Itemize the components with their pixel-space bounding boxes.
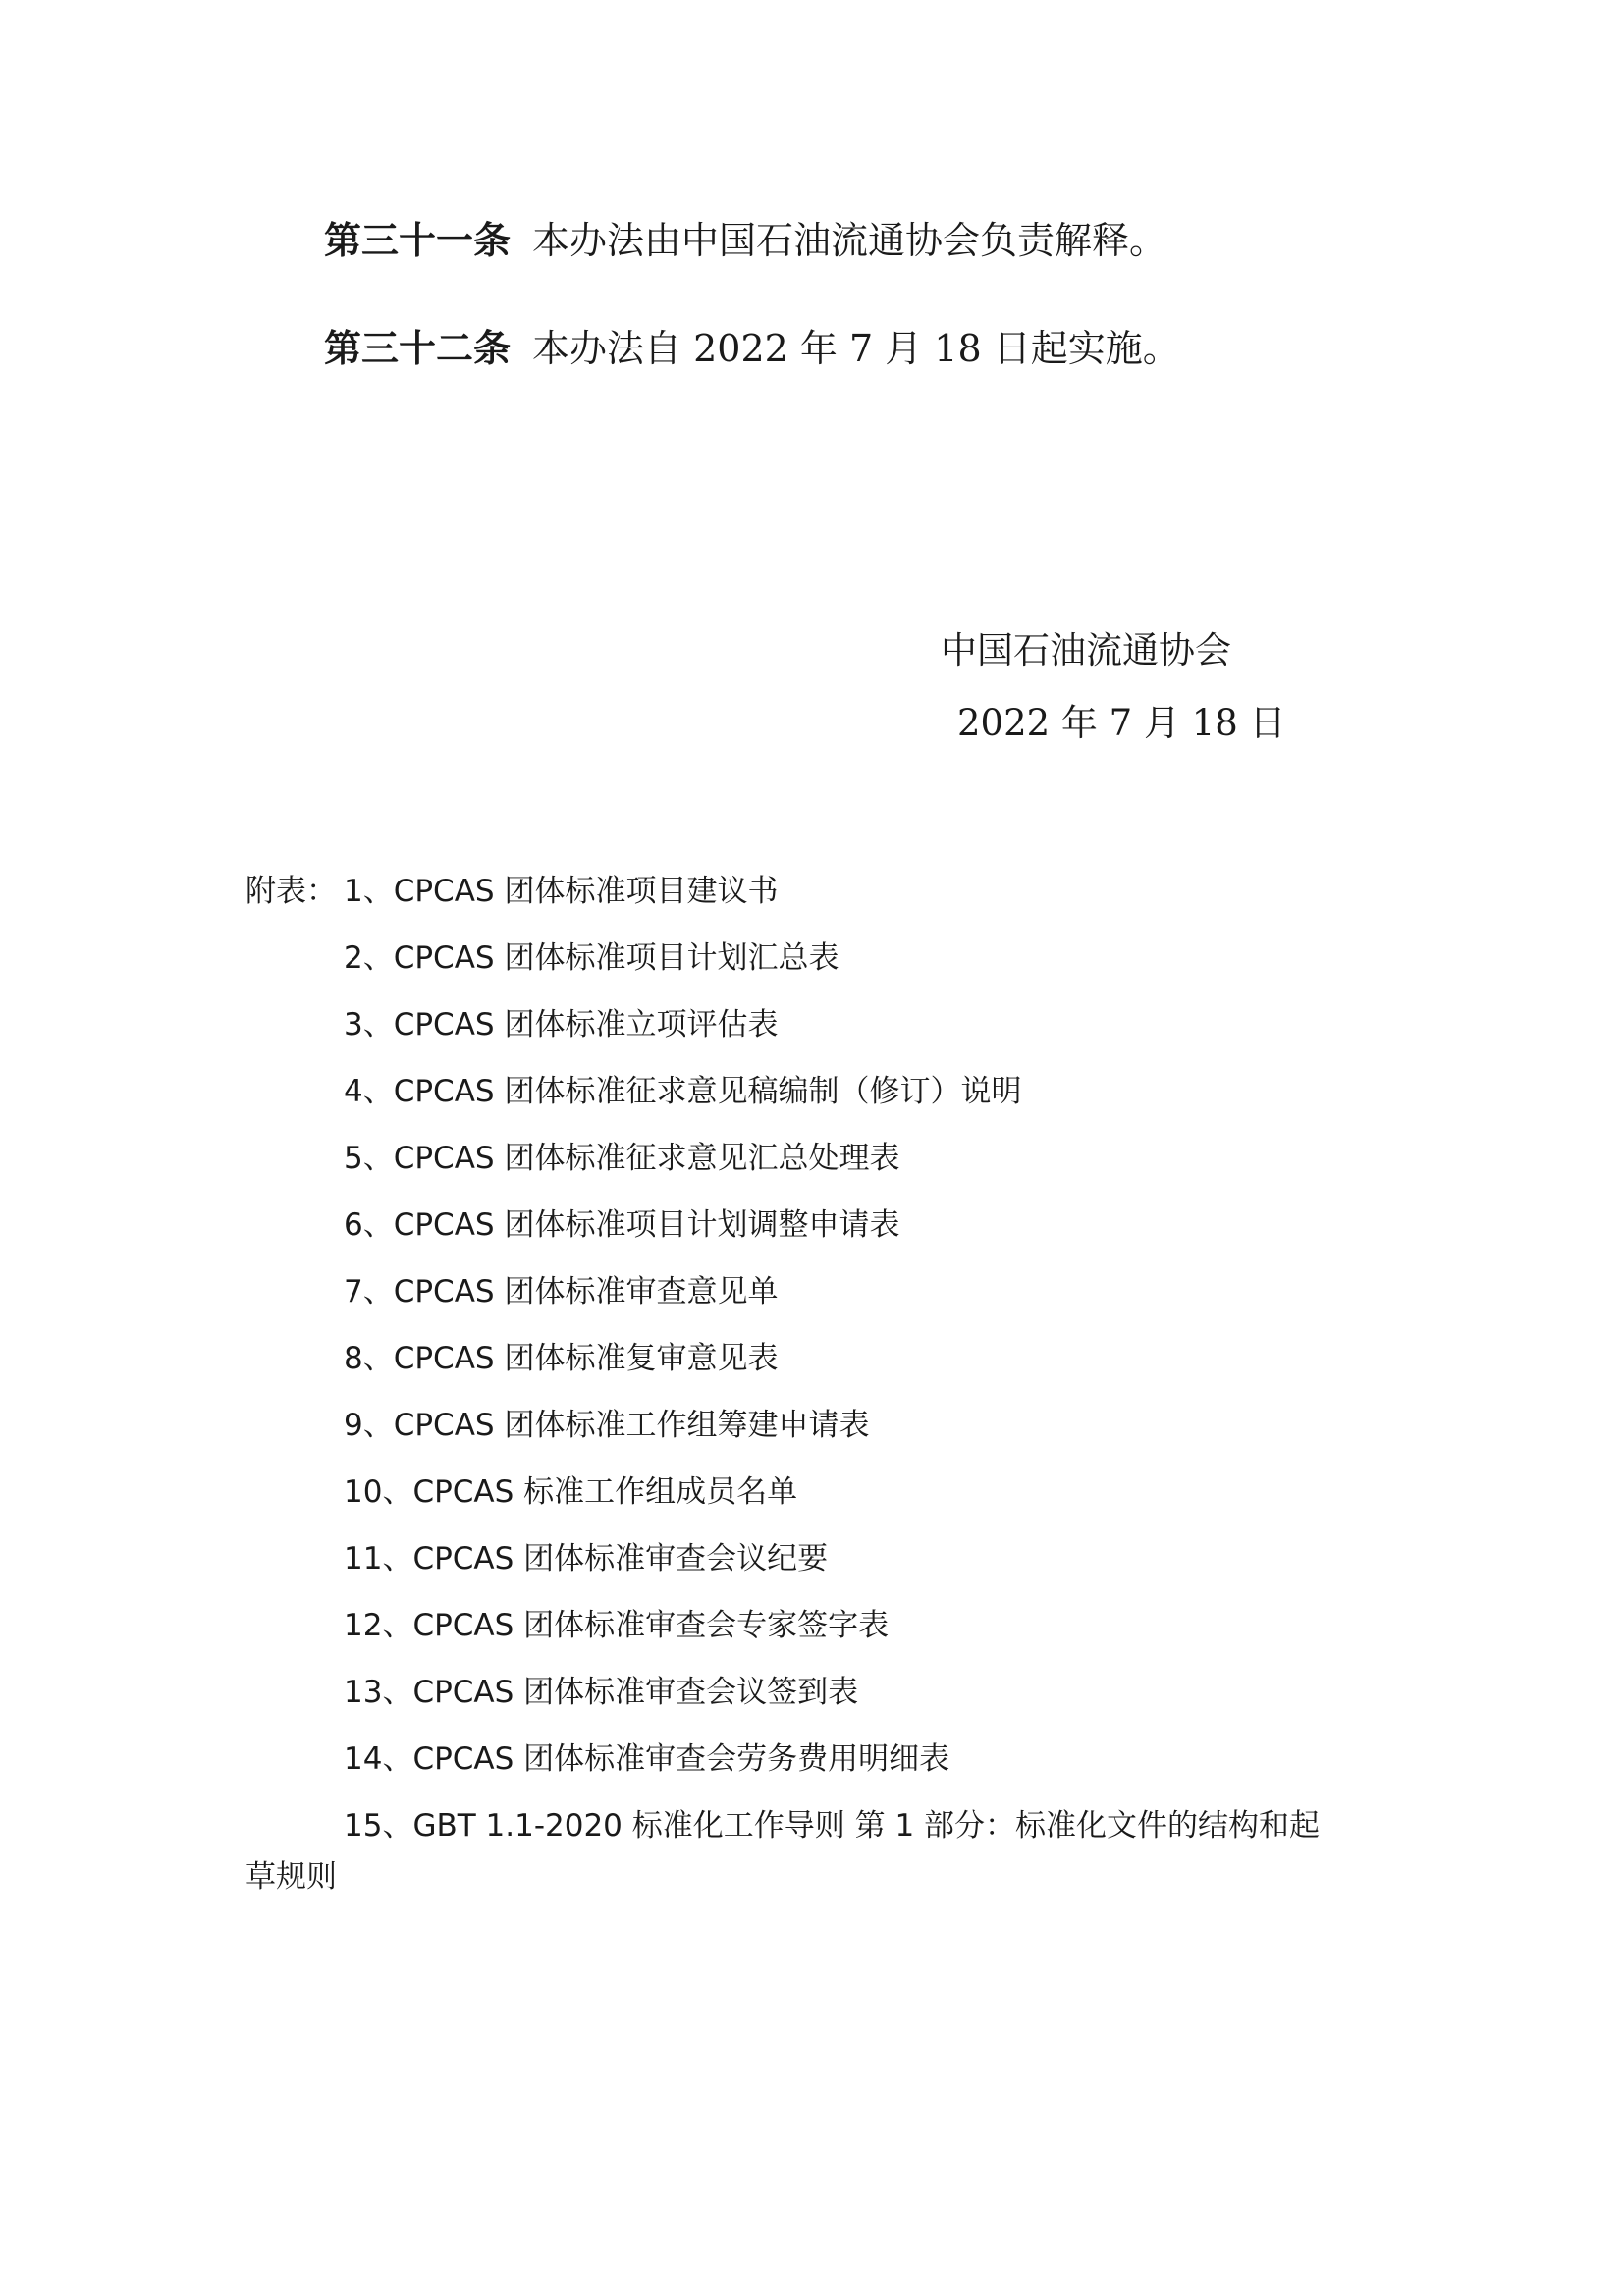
- list-item: 14、CPCAS 团体标准审查会劳务费用明细表: [344, 1741, 950, 1777]
- list-item: 8、CPCAS 团体标准复审意见表: [344, 1341, 779, 1376]
- list-item: 4、CPCAS 团体标准征求意见稿编制（修订）说明: [344, 1074, 1022, 1109]
- signature-organization: 中国石油流通协会: [941, 629, 1231, 671]
- article-31: [324, 218, 1166, 263]
- list-item: 2、CPCAS 团体标准项目计划汇总表: [344, 940, 839, 976]
- attachments-label: 附表：: [245, 874, 337, 909]
- signature-date: 2022 年 7 月 18 日: [957, 702, 1286, 744]
- article-32-text: 本办法自 2022 年 7 月 18 日起实施。: [532, 327, 1180, 370]
- list-item: 13、CPCAS 团体标准审查会议签到表: [344, 1675, 859, 1710]
- list-item: 5、CPCAS 团体标准征求意见汇总处理表: [344, 1141, 900, 1176]
- list-item: 3、CPCAS 团体标准立项评估表: [344, 1007, 779, 1042]
- list-item: 12、CPCAS 团体标准审查会专家签字表: [344, 1608, 890, 1643]
- article-32-number: 第三十二条: [324, 327, 512, 370]
- list-item: 7、CPCAS 团体标准审查意见单: [344, 1274, 779, 1309]
- list-item: 11、CPCAS 团体标准审查会议纪要: [344, 1541, 829, 1576]
- list-item: 6、CPCAS 团体标准项目计划调整申请表: [344, 1207, 900, 1243]
- list-item: 9、CPCAS 团体标准工作组筹建申请表: [344, 1408, 870, 1443]
- article-31-text: 本办法由中国石油流通协会负责解释。: [532, 219, 1167, 262]
- list-item-continuation: 草规则: [245, 1859, 337, 1895]
- article-32: [324, 326, 1180, 371]
- article-31-number: 第三十一条: [324, 219, 512, 262]
- list-item: 1、CPCAS 团体标准项目建议书: [344, 874, 779, 909]
- list-item: 15、GBT 1.1-2020 标准化工作导则 第 1 部分：标准化文件的结构和起: [344, 1808, 1321, 1843]
- list-item: 10、CPCAS 标准工作组成员名单: [344, 1474, 798, 1510]
